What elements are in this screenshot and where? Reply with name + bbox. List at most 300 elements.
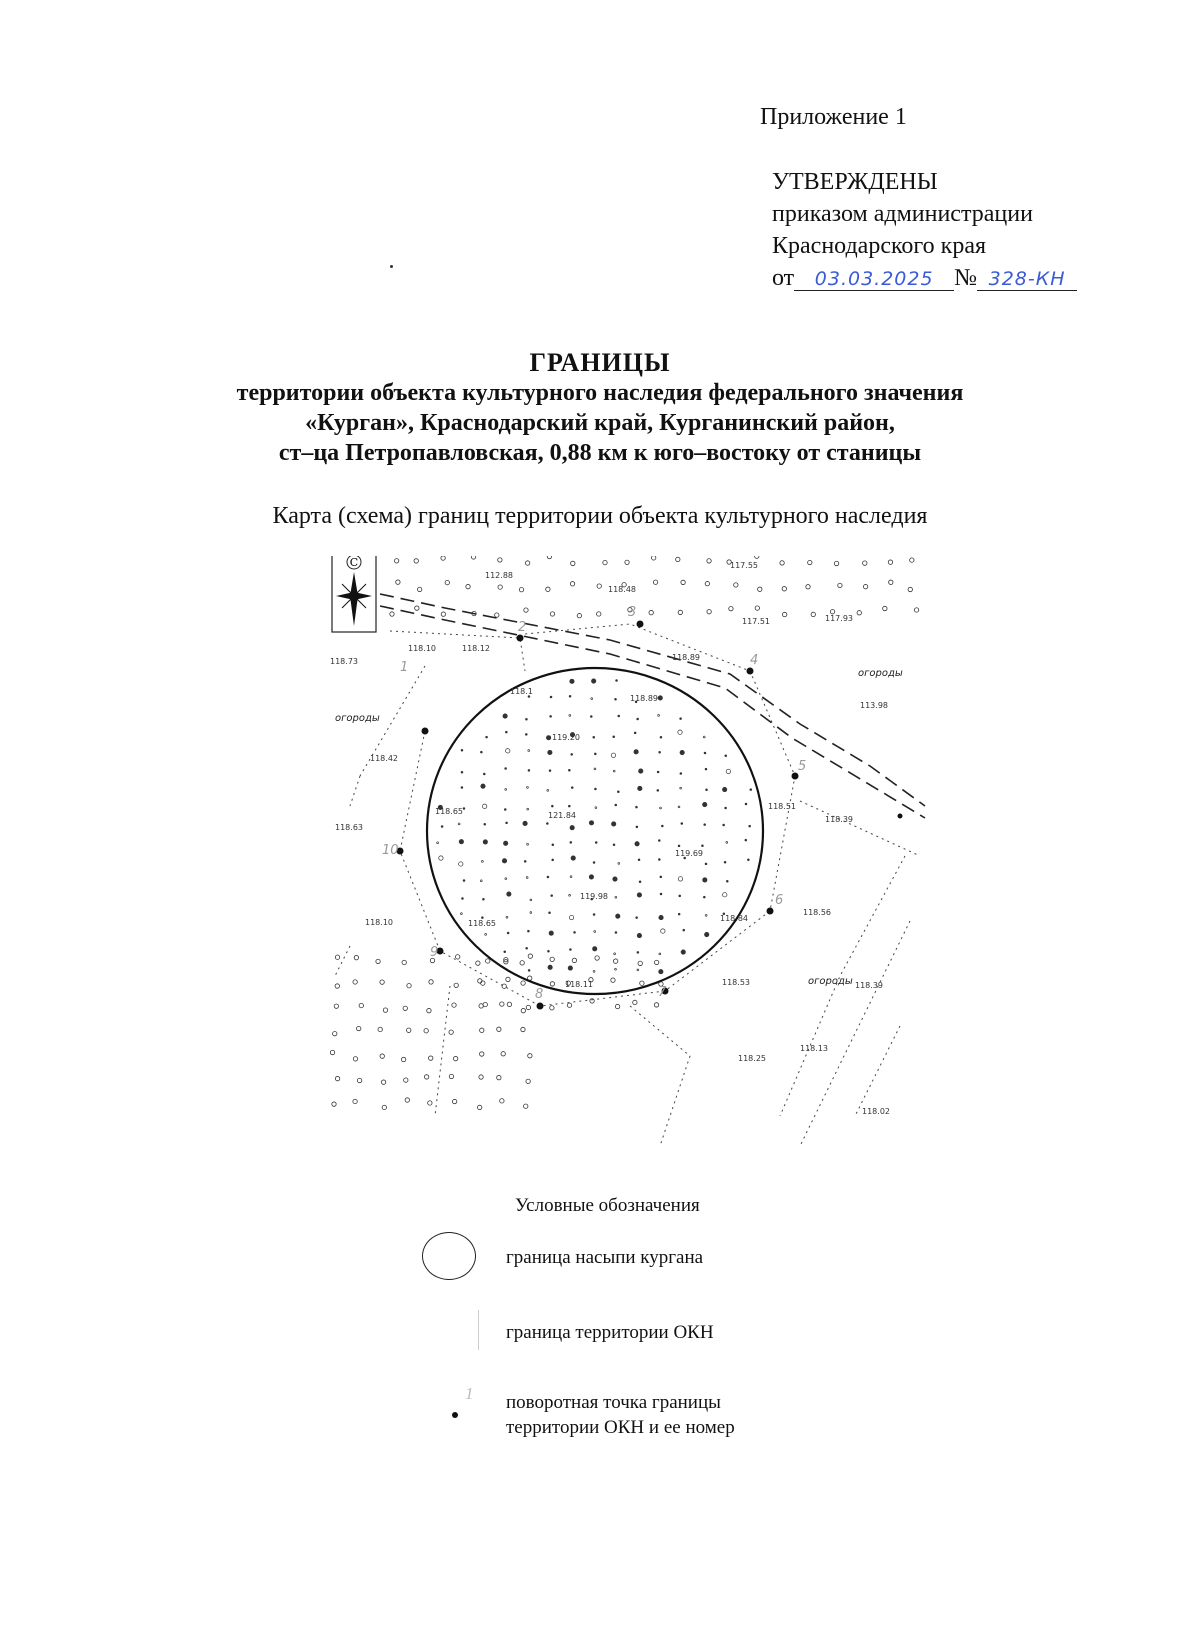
- map-symbol: [705, 768, 707, 770]
- map-symbol: [705, 863, 707, 865]
- map-symbol: [477, 1105, 481, 1109]
- map-symbol: [678, 877, 682, 881]
- elevation-label: 119.98: [580, 892, 608, 901]
- map-symbol: [548, 965, 552, 969]
- map-symbol: [449, 1074, 453, 1078]
- map-symbol: [521, 1027, 525, 1031]
- map-symbol: [594, 753, 596, 755]
- map-symbol: [546, 823, 548, 825]
- map-symbol: [657, 771, 659, 773]
- map-symbol: [461, 749, 463, 751]
- map-symbol: [649, 610, 653, 614]
- compass-letter: С: [349, 556, 359, 569]
- map-symbol: [678, 806, 680, 808]
- map-symbol: [570, 876, 572, 878]
- map-symbol: [726, 880, 728, 882]
- map-symbol: [638, 786, 642, 790]
- legend-boundary-label: граница территории ОКН: [506, 1322, 714, 1343]
- map-symbol: [429, 1056, 433, 1060]
- map-symbol: [525, 733, 527, 735]
- map-symbol: [502, 984, 506, 988]
- map-symbol: [597, 584, 601, 588]
- map-symbol: [505, 788, 507, 790]
- map-symbol: [734, 583, 738, 587]
- map-symbol: [526, 947, 528, 949]
- map-symbol: [571, 754, 573, 756]
- elevation-label: 117.93: [825, 614, 853, 623]
- map-symbol: [550, 957, 554, 961]
- map-symbol: [577, 613, 581, 617]
- area-label-northeast: огороды: [858, 668, 903, 679]
- map-symbol: [335, 1076, 339, 1080]
- map-symbol: [550, 1006, 554, 1010]
- map-symbol: [640, 981, 644, 985]
- map-symbol: [497, 1075, 501, 1079]
- map-symbol: [659, 751, 661, 753]
- turning-point-number: 3: [628, 605, 637, 620]
- mound-boundary: [427, 668, 763, 994]
- map-symbol: [863, 561, 867, 565]
- map-symbol: [653, 580, 657, 584]
- map-symbol: [523, 821, 527, 825]
- map-symbol: [634, 750, 638, 754]
- map-symbol: [568, 769, 570, 771]
- map-symbol: [528, 769, 530, 771]
- map-symbol: [570, 679, 574, 683]
- approved-line-2: Краснодарского края: [772, 233, 987, 259]
- map-symbol: [603, 560, 607, 564]
- map-symbol: [524, 608, 528, 612]
- map-symbol: [428, 1101, 432, 1105]
- approval-block: [772, 166, 1077, 294]
- elevation-labels: [330, 561, 890, 1116]
- map-symbol: [639, 881, 641, 883]
- map-symbol: [353, 1057, 357, 1061]
- map-symbol: [530, 912, 532, 914]
- map-symbol: [524, 1104, 528, 1108]
- map-symbol: [401, 1057, 405, 1061]
- turning-point-number: 7: [658, 985, 667, 1000]
- elevation-label: 118.89: [672, 653, 700, 662]
- map-symbol: [335, 984, 339, 988]
- map-symbol: [455, 955, 459, 959]
- title-line-3: ст–ца Петропавловская, 0,88 км к юго–востоку от станицы: [278, 440, 922, 466]
- map-symbol: [405, 1098, 409, 1102]
- map-symbol: [747, 859, 749, 861]
- map-symbol: [702, 845, 704, 847]
- elevation-label: 113.98: [860, 701, 888, 710]
- map-symbol: [654, 1003, 658, 1007]
- map-symbol: [613, 770, 615, 772]
- turning-point-number: 8: [535, 987, 544, 1002]
- map-symbol: [498, 585, 502, 589]
- map-symbol: [570, 825, 574, 829]
- turning-point-number: 2: [518, 620, 527, 635]
- speck: [390, 265, 393, 268]
- map-symbol: [357, 1078, 361, 1082]
- map-symbol: [353, 1099, 357, 1103]
- map-symbol: [521, 981, 525, 985]
- number-prefix: №: [954, 265, 978, 291]
- map-symbol: [547, 876, 549, 878]
- map-symbol: [680, 787, 682, 789]
- map-symbol: [676, 557, 680, 561]
- map-symbol: [593, 947, 597, 951]
- road: [380, 594, 925, 818]
- map-symbol: [745, 839, 747, 841]
- map-symbol: [834, 561, 838, 565]
- map-symbol: [506, 916, 508, 918]
- map-symbol: [497, 1027, 501, 1031]
- map-symbol: [595, 842, 597, 844]
- map-symbol: [407, 984, 411, 988]
- map-symbol: [480, 1052, 484, 1056]
- map-symbol: [704, 824, 706, 826]
- map-symbol: [528, 1054, 532, 1058]
- map-symbol: [507, 1002, 511, 1006]
- map-symbol: [570, 949, 572, 951]
- map-symbol: [755, 556, 759, 558]
- map-symbol: [526, 718, 528, 720]
- map-symbol: [725, 755, 727, 757]
- map-symbol: [658, 859, 660, 861]
- map-symbol: [659, 969, 663, 973]
- map-symbol: [414, 559, 418, 563]
- map-symbol: [502, 859, 506, 863]
- map-symbol: [758, 587, 762, 591]
- appendix-label: Приложение 1: [760, 104, 907, 130]
- map-symbol: [550, 982, 554, 986]
- map-symbol: [704, 752, 706, 754]
- map-symbol: [613, 736, 615, 738]
- map-symbol: [476, 961, 480, 965]
- map-symbol: [527, 808, 529, 810]
- map-symbol: [706, 789, 708, 791]
- map-symbol: [549, 912, 551, 914]
- map-symbol: [504, 951, 506, 953]
- map-symbol: [660, 807, 662, 809]
- map-symbol: [501, 1052, 505, 1056]
- date-prefix: от: [772, 265, 795, 291]
- map-symbol: [484, 823, 486, 825]
- map-symbol: [480, 751, 482, 753]
- map-symbol: [521, 1008, 525, 1012]
- map-symbol: [332, 1102, 336, 1106]
- map-symbol: [638, 961, 642, 965]
- map-symbol: [658, 696, 662, 700]
- map-symbol: [658, 840, 660, 842]
- approval-date-line: [772, 262, 1077, 294]
- turning-point-numbers: [382, 605, 806, 1002]
- map-symbol: [424, 1075, 428, 1079]
- legend-title: Условные обозначения: [515, 1195, 700, 1216]
- map-symbol: [593, 914, 595, 916]
- map-symbol: [479, 1075, 483, 1079]
- map-symbol: [495, 613, 499, 617]
- map-symbol: [500, 1099, 504, 1103]
- map-symbol: [593, 862, 595, 864]
- map-symbol: [589, 875, 593, 879]
- map-symbol: [481, 860, 483, 862]
- map-symbol: [437, 842, 439, 844]
- map-symbol: [571, 856, 575, 860]
- map-symbol: [613, 959, 617, 963]
- map-symbol: [637, 933, 641, 937]
- map-symbol: [528, 954, 532, 958]
- map-symbol: [552, 859, 554, 861]
- elevation-label: 118.39: [825, 815, 853, 824]
- map-symbol: [527, 930, 529, 932]
- elevation-label: 119.69: [675, 849, 703, 858]
- map-symbol: [678, 610, 682, 614]
- map-symbol: [615, 804, 617, 806]
- map-symbol: [354, 955, 358, 959]
- map-symbol: [593, 736, 595, 738]
- map-symbol: [707, 610, 711, 614]
- compass-rose: [332, 556, 376, 632]
- title-line-2: «Курган», Краснодарский край, Курганинский район,: [305, 410, 895, 436]
- map-symbol: [678, 913, 680, 915]
- map-symbol: [378, 1027, 382, 1031]
- map-symbol: [634, 732, 636, 734]
- turning-point-number: 5: [798, 759, 807, 774]
- map-symbol: [681, 823, 683, 825]
- map-symbol: [615, 968, 617, 970]
- map-symbol: [482, 804, 486, 808]
- map-symbol: [755, 606, 759, 610]
- map-symbol: [480, 1028, 484, 1032]
- map-symbol: [380, 980, 384, 984]
- title-main: ГРАНИЦЫ: [529, 348, 671, 377]
- map-symbol: [660, 893, 662, 895]
- map-symbol: [863, 584, 867, 588]
- map-symbol: [680, 718, 682, 720]
- map-symbol: [569, 915, 573, 919]
- circle-icon: [422, 1232, 476, 1280]
- map-symbol: [595, 807, 597, 809]
- map-symbol: [639, 769, 643, 773]
- elevation-label: 118.11: [565, 980, 593, 989]
- elevation-label: 118.63: [335, 823, 363, 832]
- map-symbol: [441, 556, 445, 560]
- legend-mound-label: граница насыпи кургана: [506, 1247, 704, 1268]
- map-symbol: [504, 809, 506, 811]
- elevation-label: 118.53: [722, 978, 750, 987]
- elevation-label: 112.88: [485, 571, 513, 580]
- map-symbol: [678, 730, 682, 734]
- elevation-label: 118.65: [435, 807, 463, 816]
- map-symbol: [780, 561, 784, 565]
- map-symbol: [572, 958, 576, 962]
- map-symbol: [568, 805, 570, 807]
- boundary-map: [330, 556, 930, 1146]
- map-symbol: [637, 969, 639, 971]
- map-symbol: [659, 953, 661, 955]
- turning-point-number: 4: [750, 653, 759, 668]
- map-symbol: [726, 841, 728, 843]
- area-label-west: огороды: [335, 713, 380, 724]
- map-symbol: [618, 715, 620, 717]
- map-symbol: [725, 807, 727, 809]
- map-symbol: [382, 1105, 386, 1109]
- map-symbol: [569, 695, 571, 697]
- map-symbol: [782, 587, 786, 591]
- map-symbol: [679, 895, 681, 897]
- map-symbol: [660, 736, 662, 738]
- elevation-label: 118.12: [462, 644, 490, 653]
- map-symbol: [615, 932, 617, 934]
- map-symbol: [394, 559, 398, 563]
- map-symbol: [654, 960, 658, 964]
- map-symbol: [745, 803, 747, 805]
- map-symbol: [485, 934, 487, 936]
- map-symbol: [678, 845, 680, 847]
- map-symbol: [659, 915, 663, 919]
- map-symbol: [637, 893, 641, 897]
- turning-point-number: 10: [382, 843, 399, 858]
- map-symbol: [459, 840, 463, 844]
- elevation-label: 118.89: [630, 694, 658, 703]
- map-symbol: [705, 915, 707, 917]
- map-symbol: [471, 556, 475, 559]
- map-symbol: [594, 768, 596, 770]
- map-symbol: [466, 584, 470, 588]
- map-symbol: [594, 788, 596, 790]
- map-symbol: [462, 898, 464, 900]
- map-symbol: [507, 932, 509, 934]
- map-symbol: [806, 585, 810, 589]
- map-symbol: [424, 1029, 428, 1033]
- map-symbol: [503, 714, 507, 718]
- map-symbol: [353, 980, 357, 984]
- map-symbol: [546, 736, 550, 740]
- map-symbol: [461, 787, 463, 789]
- map-symbol: [593, 971, 595, 973]
- map-symbol: [404, 1078, 408, 1082]
- map-symbol: [594, 931, 596, 933]
- map-symbol: [486, 736, 488, 738]
- area-label-southeast: огороды: [808, 976, 853, 987]
- map-symbol: [651, 556, 655, 560]
- elevation-label: 118.48: [608, 585, 636, 594]
- map-symbol: [636, 826, 638, 828]
- map-symbol: [724, 861, 726, 863]
- map-symbol: [616, 680, 618, 682]
- map-symbol: [550, 696, 552, 698]
- map-symbol: [680, 750, 684, 754]
- map-symbol: [439, 856, 443, 860]
- elevation-label: 118.51: [768, 802, 796, 811]
- map-symbol: [383, 1008, 387, 1012]
- map-symbol: [589, 821, 593, 825]
- map-symbol: [527, 786, 529, 788]
- date-field: [794, 267, 954, 291]
- map-symbol: [486, 959, 490, 963]
- map-symbol: [550, 612, 554, 616]
- map-symbol: [613, 877, 617, 881]
- map-symbol: [452, 1099, 456, 1103]
- map-symbol: [618, 862, 620, 864]
- map-symbol: [402, 960, 406, 964]
- map-symbol: [403, 1006, 407, 1010]
- map-symbol: [681, 950, 685, 954]
- elevation-label: 118.65: [468, 919, 496, 928]
- map-symbol: [908, 587, 912, 591]
- map-symbol: [458, 823, 460, 825]
- map-symbol: [551, 895, 553, 897]
- map-symbol: [503, 841, 507, 845]
- map-symbol: [705, 581, 709, 585]
- map-symbol: [460, 913, 462, 915]
- map-symbol: [452, 1003, 456, 1007]
- point-icon-number: 1: [465, 1384, 474, 1403]
- line-icon: [478, 1310, 479, 1350]
- map-symbol: [520, 961, 524, 965]
- map-symbol: [506, 749, 510, 753]
- map-symbol: [729, 606, 733, 610]
- map-symbol: [658, 715, 660, 717]
- elevation-label: 118.39: [855, 981, 883, 990]
- map-symbol: [505, 878, 507, 880]
- number-field: [977, 267, 1077, 291]
- map-symbol: [407, 1028, 411, 1032]
- elevation-label: 118.84: [720, 914, 748, 923]
- elevation-label: 121.84: [548, 811, 576, 820]
- map-symbol: [613, 844, 615, 846]
- map-symbol: [661, 929, 665, 933]
- map-symbol: [550, 716, 552, 718]
- map-symbol: [524, 860, 526, 862]
- map-symbol: [505, 768, 507, 770]
- map-symbol: [548, 950, 550, 952]
- map-symbol: [636, 806, 638, 808]
- legend-point-line-1: поворотная точка границы: [506, 1392, 721, 1413]
- map-symbol: [680, 773, 682, 775]
- map-symbol: [808, 560, 812, 564]
- map-symbol: [597, 612, 601, 616]
- map-symbol: [549, 931, 553, 935]
- map-symbol: [707, 559, 711, 563]
- map-symbol: [750, 789, 752, 791]
- map-subtitle: Карта (схема) границ территории объекта культурного наследия: [272, 503, 928, 529]
- map-symbol: [637, 718, 639, 720]
- map-symbol: [526, 1079, 530, 1083]
- elevation-label: 118.1: [510, 687, 533, 696]
- map-symbol: [453, 1056, 457, 1060]
- map-symbol: [381, 1080, 385, 1084]
- map-symbol: [429, 980, 433, 984]
- turning-point-number: 6: [775, 893, 784, 908]
- approved-title: УТВЕРЖДЕНЫ: [772, 169, 938, 195]
- map-symbol: [722, 787, 726, 791]
- map-symbol: [478, 979, 482, 983]
- approved-line-1: приказом администрации: [772, 201, 1033, 227]
- map-symbol: [449, 1030, 453, 1034]
- map-symbol: [633, 1000, 637, 1004]
- title-line-1: территории объекта культурного наследия федерального значения: [236, 380, 964, 406]
- map-symbol: [811, 612, 815, 616]
- map-symbol: [703, 878, 707, 882]
- map-symbol: [568, 966, 572, 970]
- map-symbol: [526, 1005, 530, 1009]
- map-symbol: [888, 560, 892, 564]
- map-symbol: [441, 826, 443, 828]
- document-title: [0, 348, 1200, 468]
- map-symbol: [574, 932, 576, 934]
- map-symbol: [703, 802, 707, 806]
- elevation-label: 117.51: [742, 617, 770, 626]
- map-symbol: [526, 877, 528, 879]
